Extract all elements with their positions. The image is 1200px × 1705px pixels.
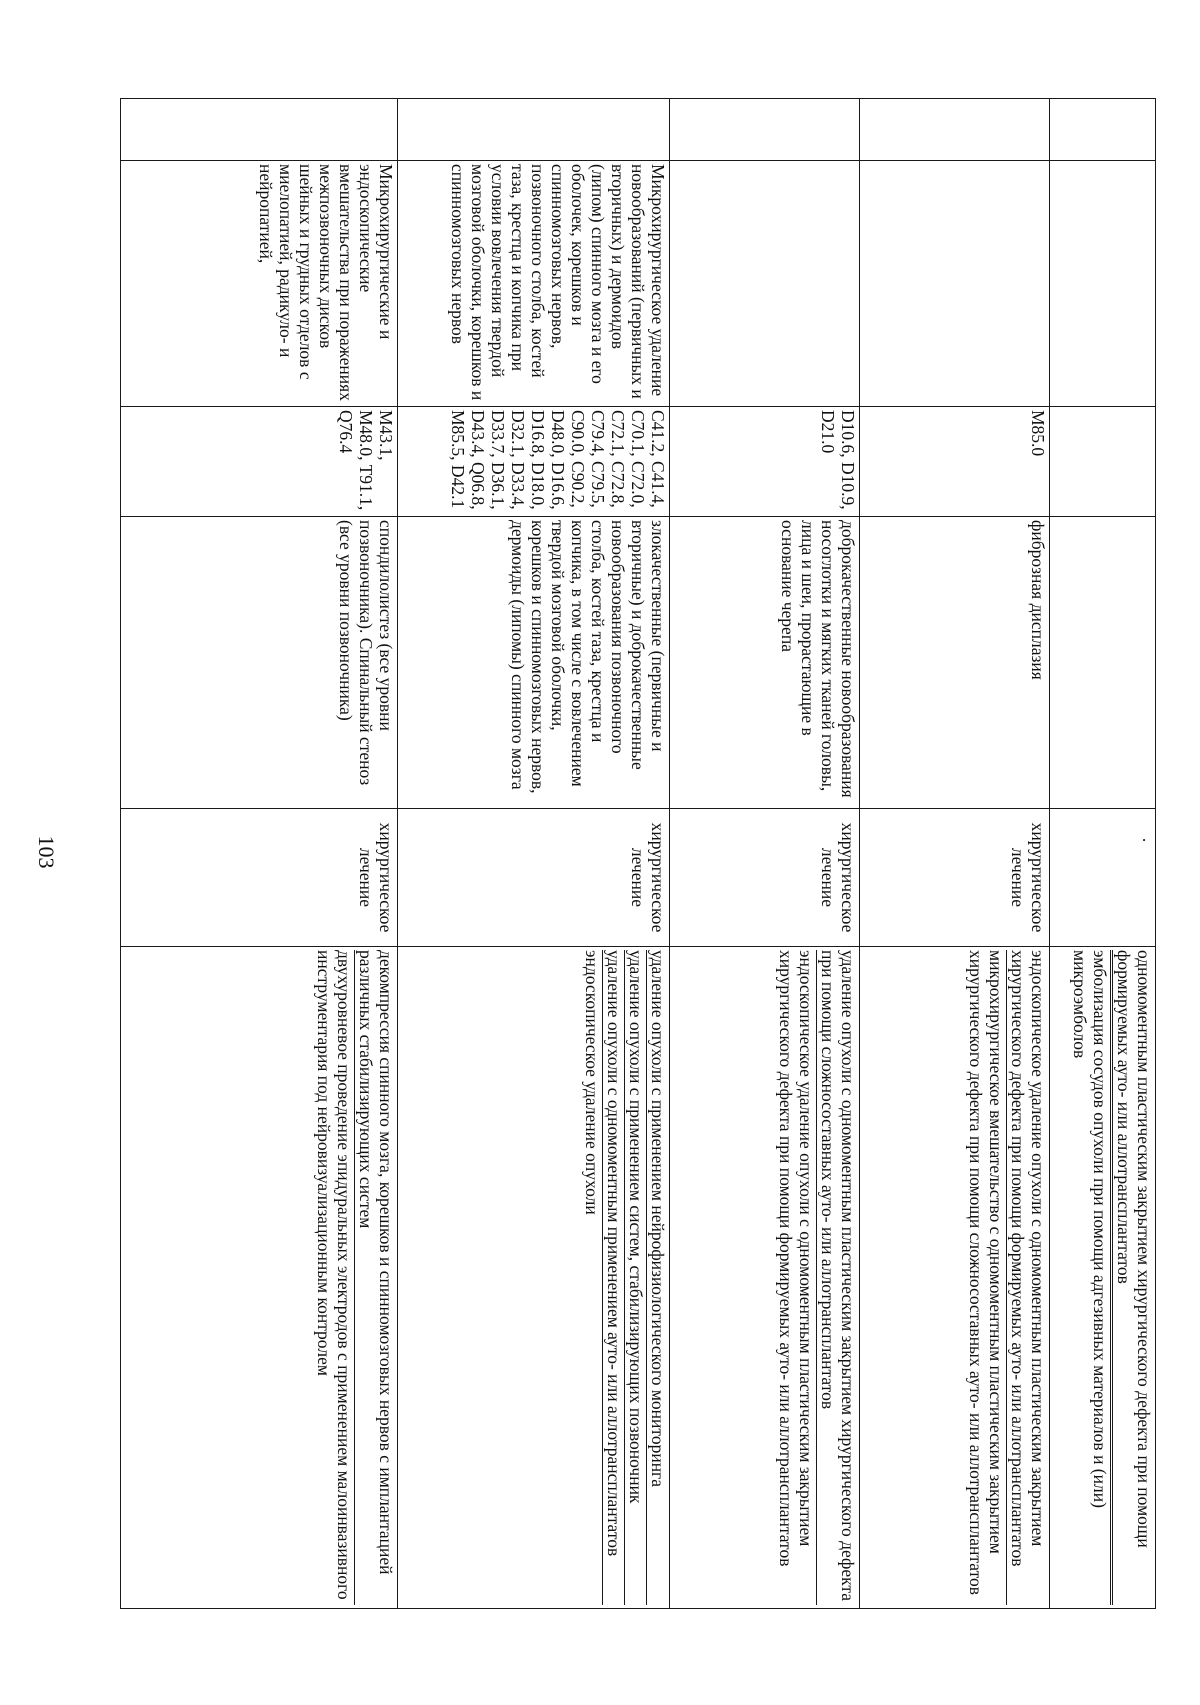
cell-methods bbox=[1050, 947, 1156, 1609]
table-row bbox=[670, 99, 860, 1609]
cell-treatment-type: хирургическое лечение bbox=[860, 809, 1050, 947]
cell-care-type bbox=[860, 161, 1050, 407]
method-item: декомпрессия спинного мозга, корешков и спинномозговых нервов с имплантацией различных стабилизирующих систем bbox=[354, 950, 396, 1605]
procedures-table bbox=[120, 98, 1156, 1609]
speck-mark: · bbox=[1134, 837, 1154, 843]
cell-icd-codes: C41.2, C41.4, C70.1, C72.0, C72.1, C72.8, C79.4, C79.5, C90.0, C90.2, D48.0, D16.6, D16.8, D18.0, D32.1, D33.4, D33.7, D36.1, D43.4, Q06.8, M85.5, D42.1 bbox=[398, 407, 670, 517]
page-number: 103 bbox=[34, 835, 59, 869]
cell-care-type bbox=[670, 161, 860, 407]
cell-number bbox=[860, 99, 1050, 161]
cell-care-type bbox=[1050, 161, 1156, 407]
table-row bbox=[860, 99, 1050, 1609]
method-item: микрохирургическое вмешательство с одномоментным пластическим закрытием хирургического дефекта при помощи сложносоставных ауто- или аллотрансплантатов bbox=[966, 950, 1006, 1596]
method-item: эндоскопическое удаление опухоли с одномоментным пластическим закрытием хирургического дефекта при помощи формируемых ауто- или аллотрансплантатов bbox=[1006, 950, 1048, 1605]
cell-methods bbox=[398, 947, 670, 1609]
cell-icd-codes: M85.0 bbox=[860, 407, 1050, 517]
method-item: одномоментным пластическим закрытием хирургического дефекта при помощи формируемых ауто- или аллотрансплантатов bbox=[1110, 950, 1154, 1605]
cell-number bbox=[398, 99, 670, 161]
method-item: удаление опухоли с применением систем, стабилизирующих позвоночник bbox=[624, 950, 646, 1605]
cell-patient-model: спондилолистез (все уровни позвоночника). Спинальный стеноз (все уровни позвоночника) bbox=[121, 517, 398, 809]
method-item: удаление опухоли с одномоментным применением ауто- или аллотрансплантатов bbox=[602, 950, 624, 1605]
cell-patient-model: доброкачественные новообразования носоглотки и мягких тканей головы, лица и шеи, прорастающие в основание черепа bbox=[670, 517, 860, 809]
cell-care-type: Микрохирургическое удаление новообразований (первичных и вторичных) и дермоидов (липом) спинного мозга и его оболочек, корешков и спинномозговых нервов, позвоночного столба, костей таза, крестца и копчика при условии вовлечения твердой мозговой оболочки, корешков и спинномозговых нервов bbox=[398, 161, 670, 407]
cell-icd-codes: D10.6, D10.9, D21.0 bbox=[670, 407, 860, 517]
cell-treatment-type: хирургическое лечение bbox=[398, 809, 670, 947]
table-row bbox=[1050, 99, 1156, 1609]
cell-icd-codes: M43.1, M48.0, T91.1, Q76.4 bbox=[121, 407, 398, 517]
cell-patient-model: злокачественные (первичные и вторичные) и доброкачественные новообразования позвоночного столба, костей таза, крестца и копчика, в том числе с вовлечением твердой мозговой оболочки, корешков и спинномозговых нервов, дермоиды (липомы) спинного мозга bbox=[398, 517, 670, 809]
cell-number bbox=[121, 99, 398, 161]
cell-methods bbox=[121, 947, 398, 1609]
method-item: эндоскопическое удаление опухоли bbox=[582, 950, 602, 1215]
cell-icd-codes bbox=[1050, 407, 1156, 517]
cell-patient-model bbox=[1050, 517, 1156, 809]
rotated-page bbox=[120, 98, 1156, 1608]
method-item: удаление опухоли с одномоментным пластическим закрытием хирургического дефекта при помощи сложносоставных ауто- или аллотрансплантатов bbox=[816, 950, 858, 1605]
cell-number bbox=[1050, 99, 1156, 161]
cell-methods bbox=[860, 947, 1050, 1609]
cell-treatment-type: хирургическое лечение bbox=[670, 809, 860, 947]
cell-methods bbox=[670, 947, 860, 1609]
cell-patient-model: фиброзная дисплазия bbox=[860, 517, 1050, 809]
table-row bbox=[121, 99, 398, 1609]
method-item: двухуровневое проведение эпидуральных электродов с применением малоинвазивного инструментария под нейровизуализационным контролем bbox=[314, 950, 354, 1600]
cell-treatment-type: хирургическое лечение bbox=[121, 809, 398, 947]
cell-care-type: Микрохирургические и эндоскопические вмешательства при поражениях межпозвоночных дисков шейных и грудных отделов с миелопатией, радикуло- и нейропатией, bbox=[121, 161, 398, 407]
method-item: эндоскопическое удаление опухоли с одномоментным пластическим закрытием хирургического дефекта при помощи формируемых ауто- или аллотрансплантатов bbox=[776, 950, 816, 1567]
method-item: эмболизация сосудов опухоли при помощи адгезивных материалов и (или) микроэмболов bbox=[1070, 950, 1110, 1508]
table-row bbox=[398, 99, 670, 1609]
method-item: удаление опухоли с применением нейрофизиологического мониторинга bbox=[646, 950, 668, 1605]
cell-treatment-type bbox=[1050, 809, 1156, 947]
cell-number bbox=[670, 99, 860, 161]
